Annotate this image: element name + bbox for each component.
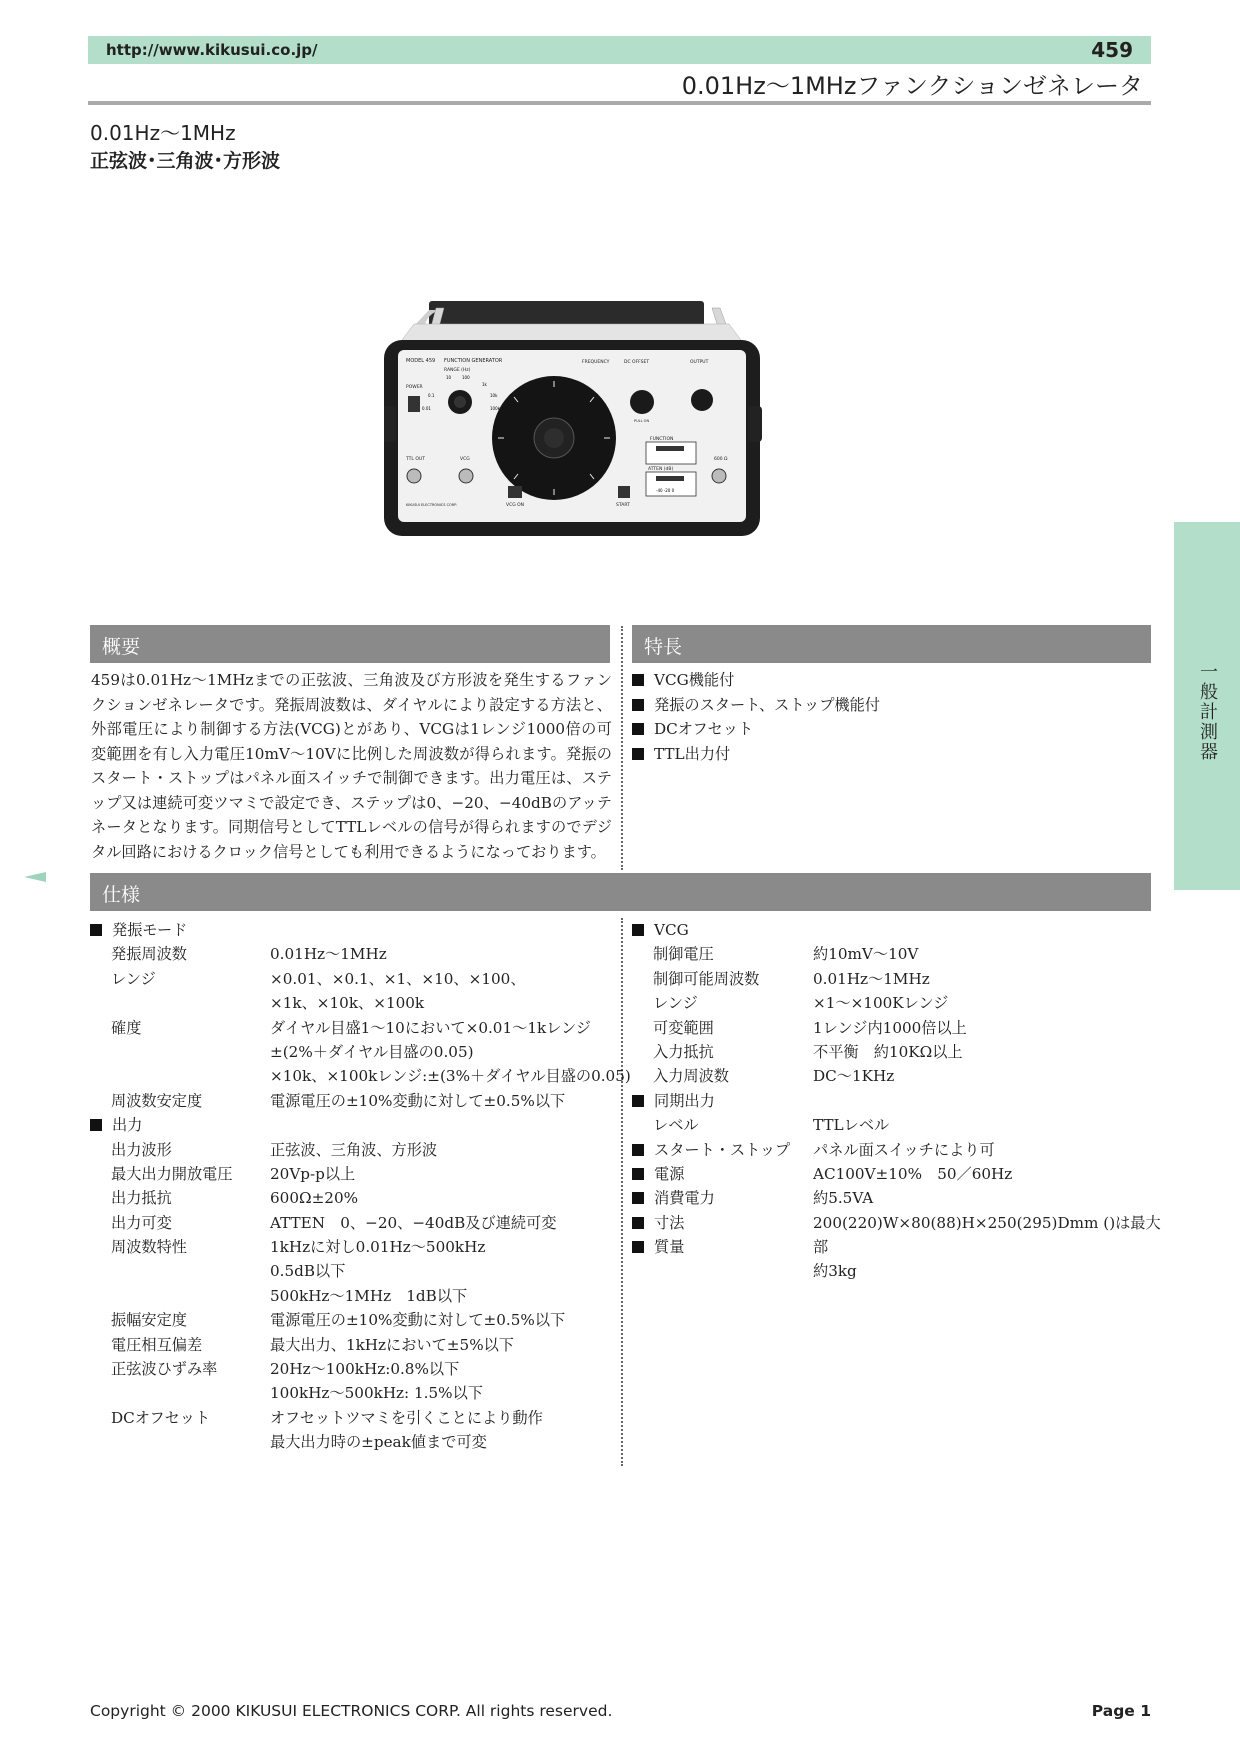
spec-value: ±(2%＋ダイヤル目盛の0.05)	[270, 1042, 474, 1061]
panel-name-label: FUNCTION GENERATOR	[444, 358, 503, 364]
spec-group-row	[90, 918, 620, 942]
dc-offset-knob[interactable]	[630, 390, 654, 414]
spec-value: 部	[813, 1238, 829, 1257]
spec-value: 0.01Hz～1MHz	[270, 945, 387, 964]
spec-row	[632, 967, 1152, 991]
spec-row	[90, 1186, 620, 1210]
spec-value: ダイヤル目盛1～10において×0.01～1kレンジ	[270, 1018, 591, 1037]
spec-label: 制御可能周波数	[653, 969, 760, 988]
range-mark-1k: 1k	[482, 382, 487, 387]
column-divider	[621, 626, 623, 870]
frequency-label: FREQUENCY	[582, 360, 610, 365]
vcg-on-label: VCG ON	[506, 503, 525, 508]
spec-row	[632, 942, 1152, 966]
spec-label: 発振周波数	[111, 945, 187, 964]
bullet-square-icon	[632, 723, 644, 735]
spec-value: 500kHz～1MHz 1dB以下	[270, 1286, 468, 1305]
spec-row	[90, 942, 620, 966]
start-switch[interactable]	[618, 486, 630, 498]
maker-label: KIKUSUI ELECTRONICS CORP.	[406, 503, 457, 507]
spec-value: AC100V±10% 50／60Hz	[813, 1164, 1013, 1183]
spec-right-column	[632, 918, 1161, 1284]
copyright-text: Copyright © 2000 KIKUSUI ELECTRONICS CORP. All rights reserved.	[90, 1702, 613, 1720]
spec-row	[90, 1259, 620, 1283]
bullet-square-icon	[632, 1192, 644, 1204]
bullet-square-icon	[632, 674, 644, 686]
output-knob[interactable]	[691, 389, 713, 411]
bullet-square-icon	[632, 1144, 644, 1156]
catalog-page-number: 459	[1091, 38, 1133, 62]
spec-label: 可変範囲	[653, 1018, 714, 1037]
spec-row	[90, 1430, 620, 1454]
range-mark-100k: 100k	[490, 406, 500, 411]
spec-label: DCオフセット	[111, 1408, 211, 1427]
spec-group-row	[632, 1138, 1152, 1162]
spec-row	[90, 1308, 620, 1332]
spec-label: レベル	[653, 1116, 699, 1135]
category-label: 一般計測器	[1197, 662, 1218, 762]
start-label: START	[616, 503, 630, 508]
feature-item: VCG機能付	[632, 668, 880, 693]
spec-row	[90, 991, 620, 1015]
function-label: FUNCTION	[650, 437, 674, 442]
spec-value: ×1～×100Kレンジ	[813, 994, 949, 1013]
spec-group-label: 消費電力	[632, 1186, 715, 1210]
spec-heading: 仕様	[90, 873, 1151, 911]
category-side-tab	[1174, 522, 1240, 890]
spec-row	[632, 1113, 1152, 1137]
dc-offset-label: DC OFFSET	[624, 360, 650, 365]
spec-value: ×0.01、×0.1、×1、×10、×100、	[270, 969, 526, 988]
spec-row	[90, 1211, 620, 1235]
pull-on-label: PULL ON	[634, 419, 650, 423]
spec-group-label: 質量	[632, 1235, 684, 1259]
atten-marks: -40 -20 0	[656, 488, 675, 493]
spec-row	[632, 991, 1152, 1015]
vcg-on-switch[interactable]	[508, 486, 522, 498]
spec-group-row	[632, 1186, 1152, 1210]
spec-value: 0.01Hz～1MHz	[813, 969, 930, 988]
bullet-square-icon	[632, 1217, 644, 1229]
bullet-square-icon	[632, 748, 644, 760]
spec-label: レンジ	[653, 994, 698, 1013]
vcg-jack[interactable]	[459, 469, 473, 483]
range-label: RANGE (Hz)	[444, 368, 471, 373]
feature-item: DCオフセット	[632, 717, 880, 742]
features-list	[632, 668, 880, 766]
bullet-square-icon	[632, 924, 644, 936]
spec-value: 100kHz～500kHz: 1.5%以下	[270, 1384, 483, 1403]
spec-label: 最大出力開放電圧	[111, 1164, 233, 1183]
spec-value: オフセットツマミを引くことにより動作	[270, 1408, 543, 1427]
spec-row	[90, 1357, 620, 1381]
spec-value: パネル面スイッチにより可	[813, 1140, 995, 1159]
spec-value: 600Ω±20%	[270, 1189, 359, 1208]
spec-value: TTLレベル	[813, 1116, 890, 1135]
spec-row	[632, 1064, 1152, 1088]
feature-item: TTL出力付	[632, 742, 880, 767]
spec-label: 正弦波ひずみ率	[111, 1360, 218, 1379]
feature-item: 発振のスタート、ストップ機能付	[632, 693, 880, 718]
spec-row	[90, 1284, 620, 1308]
spec-label: 出力抵抗	[111, 1189, 172, 1208]
output-jack[interactable]	[712, 469, 726, 483]
spec-value: 約10mV～10V	[813, 945, 919, 964]
left-arrow-icon	[24, 872, 46, 882]
spec-value: 1レンジ内1000倍以上	[813, 1018, 967, 1037]
spec-label: 振幅安定度	[111, 1311, 187, 1330]
spec-value: 電源電圧の±10%変動に対して±0.5%以下	[270, 1091, 566, 1110]
spec-value: DC～1KHz	[813, 1067, 895, 1086]
impedance-label: 600 Ω	[714, 457, 728, 462]
spec-group-row	[632, 1235, 1152, 1259]
spec-value: 約5.5VA	[813, 1189, 874, 1208]
spec-value: 不平衡 約10KΩ以上	[813, 1042, 963, 1061]
page-footer-number: Page 1	[1091, 1702, 1151, 1720]
features-heading: 特長	[632, 625, 1151, 663]
ttl-out-label: TTL OUT	[406, 457, 425, 462]
panel-model-label: MODEL 459	[406, 358, 436, 364]
range-mark-10k: 10k	[490, 393, 498, 398]
spec-label: 電圧相互偏差	[111, 1335, 203, 1354]
spec-label: 出力波形	[111, 1140, 172, 1159]
overview-heading: 概要	[90, 625, 610, 663]
spec-value: ×10k、×100kレンジ:±(3%＋ダイヤル目盛の0.05)	[270, 1067, 631, 1086]
spec-row	[632, 1259, 1152, 1283]
spec-value: 0.5dB以下	[270, 1262, 346, 1281]
spec-row	[90, 1235, 620, 1259]
atten-label: ATTEN (dB)	[648, 467, 674, 472]
spec-row	[90, 1138, 620, 1162]
spec-group-label: VCG	[632, 918, 689, 942]
spec-row	[90, 1040, 620, 1064]
bullet-square-icon	[632, 1241, 644, 1253]
spec-row	[632, 1040, 1152, 1064]
product-photo	[384, 296, 844, 541]
spec-value: 1kHzに対し0.01Hz～500kHz	[270, 1238, 486, 1257]
spec-value: 最大出力、1kHzにおいて±5%以下	[270, 1335, 514, 1354]
spec-group-label: 発振モード	[90, 918, 187, 942]
bullet-square-icon	[632, 699, 644, 711]
spec-label: 制御電圧	[653, 945, 714, 964]
spec-label: 確度	[111, 1018, 142, 1037]
column-divider	[621, 918, 623, 1466]
spec-row	[90, 1016, 620, 1040]
spec-label: 入力周波数	[653, 1067, 729, 1086]
spec-row	[90, 1381, 620, 1405]
spec-row	[90, 1162, 620, 1186]
spec-value: ×1k、×10k、×100k	[270, 994, 425, 1013]
spec-label: 入力抵抗	[653, 1042, 714, 1061]
bullet-square-icon	[632, 1168, 644, 1180]
spec-value: 20Vp-p以上	[270, 1164, 356, 1183]
title-rule	[88, 101, 1151, 105]
spec-group-label: 同期出力	[632, 1089, 715, 1113]
range-mark-100: 100	[462, 375, 470, 380]
spec-row	[90, 1064, 631, 1088]
spec-value: 約3kg	[813, 1262, 857, 1281]
waveforms-subtitle: 正弦波･三角波･方形波	[90, 150, 281, 172]
range-mark-0-1: 0.1	[428, 393, 435, 398]
spec-group-row	[632, 1162, 1152, 1186]
spec-group-row	[90, 1113, 620, 1137]
bullet-square-icon	[632, 1095, 644, 1107]
spec-value: 電源電圧の±10%変動に対して±0.5%以下	[270, 1311, 566, 1330]
spec-group-label: 出力	[90, 1113, 142, 1137]
spec-value: 200(220)W×80(88)H×250(295)Dmm ()は最大	[813, 1213, 1161, 1232]
spec-label: 周波数特性	[111, 1238, 187, 1257]
range-mark-10: 10	[446, 375, 452, 380]
spec-group-row	[632, 918, 1152, 942]
spec-group-label: スタート・ストップ	[632, 1138, 790, 1162]
spec-value: 20Hz～100kHz:0.8%以下	[270, 1360, 460, 1379]
spec-row	[90, 1089, 620, 1113]
vcg-label: VCG	[460, 457, 470, 462]
spec-left-column	[90, 918, 631, 1455]
power-label: POWER	[406, 385, 423, 390]
range-mark-0-01: 0.01	[422, 406, 431, 411]
header-bar	[88, 36, 1151, 64]
spec-row	[90, 967, 620, 991]
power-switch[interactable]	[408, 396, 420, 412]
bullet-square-icon	[90, 1119, 102, 1131]
spec-value: 正弦波、三角波、方形波	[270, 1140, 438, 1159]
spec-row	[90, 1406, 620, 1430]
spec-label: レンジ	[111, 969, 156, 988]
spec-group-row	[632, 1089, 1152, 1113]
spec-value: ATTEN 0、−20、−40dB及び連続可変	[270, 1213, 557, 1232]
spec-label: 出力可変	[111, 1213, 172, 1232]
spec-label: 周波数安定度	[111, 1091, 203, 1110]
spec-group-label: 寸法	[632, 1211, 684, 1235]
bullet-square-icon	[90, 924, 102, 936]
output-label: OUTPUT	[690, 360, 709, 365]
overview-text: 459は0.01Hz～1MHzまでの正弦波、三角波及び方形波を発生するファンクションゼネレータです。発振周波数は、ダイヤルにより設定する方法と、外部電圧により制御する方法(VCG)とがあり、VCGは1レンジ1000倍の可変範囲を有し入力電圧10mV～10Vに比例した周波数が得られます。発振のスタート・ストップはパネル面スイッチで制御できます。出力電圧は、ステップ又は連続可変ツマミで設定でき、ステップは0、−20、−40dBのアッテネータとなります。同期信号としてTTLレベルの信号が得られますのでデジタル回路におけるクロック信号としても利用できるようになっております。	[91, 671, 612, 861]
page-title: 0.01Hz～1MHzファンクションゼネレータ	[681, 72, 1143, 100]
site-url-link[interactable]: http://www.kikusui.co.jp/	[106, 41, 318, 59]
spec-group-label: 電源	[632, 1162, 684, 1186]
spec-row	[632, 1016, 1152, 1040]
spec-value: 最大出力時の±peak値まで可変	[270, 1433, 487, 1452]
spec-group-row	[632, 1211, 1161, 1235]
frequency-range-subtitle: 0.01Hz～1MHz	[90, 121, 236, 145]
spec-row	[90, 1333, 620, 1357]
function-switch[interactable]	[646, 442, 696, 464]
ttl-out-jack[interactable]	[407, 469, 421, 483]
